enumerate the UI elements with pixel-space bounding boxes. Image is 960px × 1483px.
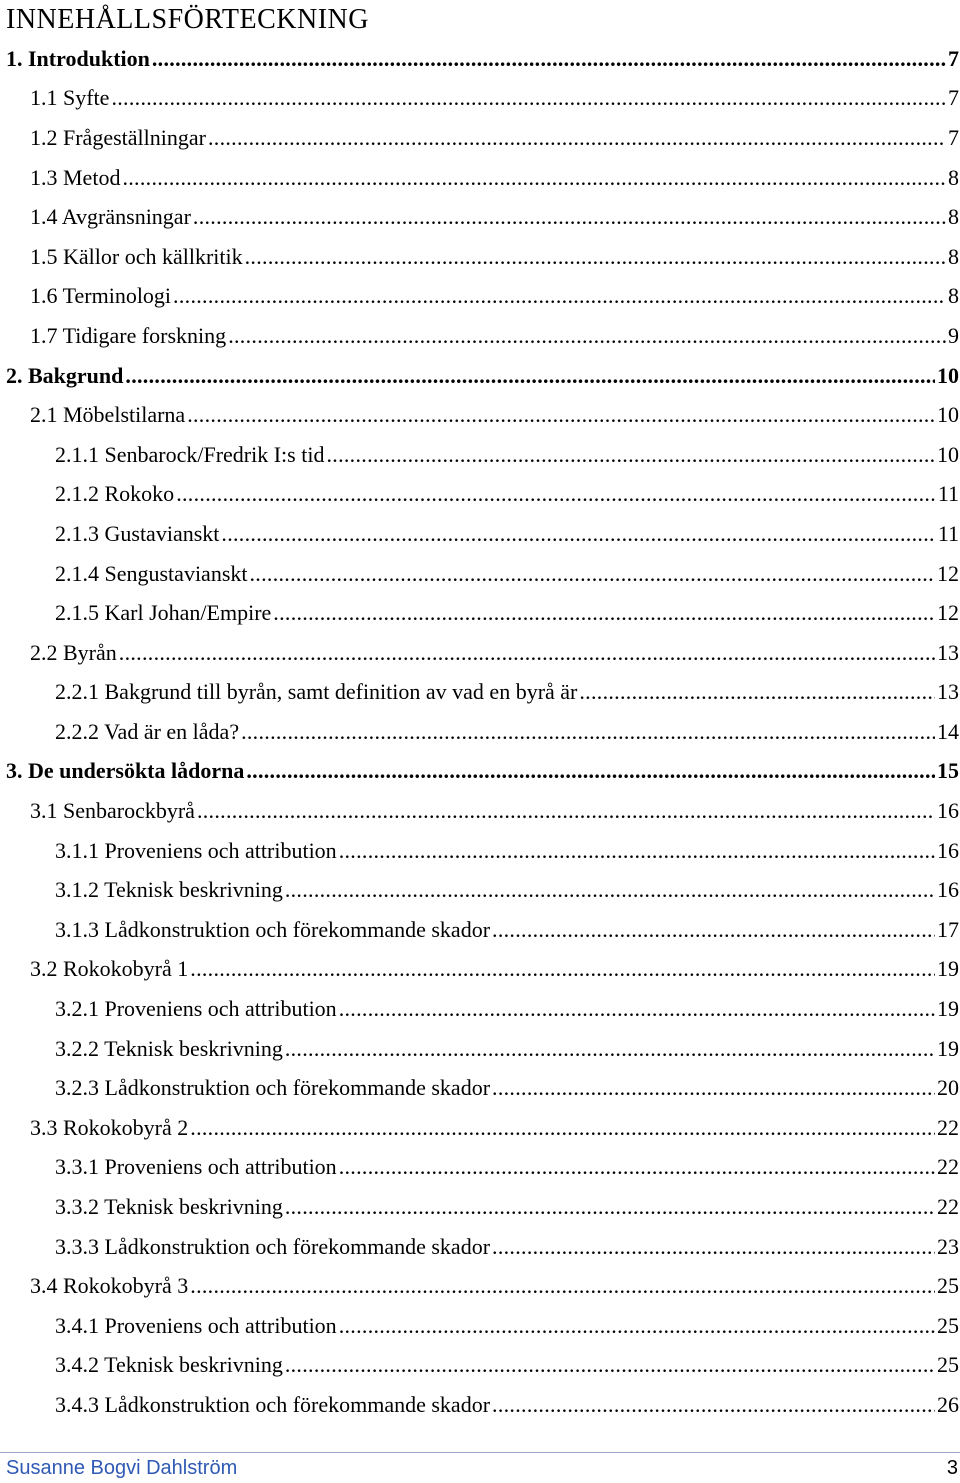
toc-entry[interactable] (0, 1068, 960, 1108)
toc-dot-leader (492, 917, 935, 943)
toc-entry-label: 1.3 Metod (30, 164, 121, 190)
toc-entry[interactable] (0, 197, 960, 237)
toc-dot-leader (228, 323, 946, 349)
toc-entry-label: 3.3 Rokokobyrå 2 (30, 1114, 189, 1140)
toc-entry[interactable] (0, 989, 960, 1029)
toc-entry-page-number: 17 (937, 916, 959, 942)
toc-entry[interactable] (0, 1108, 960, 1148)
toc-list (0, 39, 960, 1425)
toc-entry-label: 1.7 Tidigare forskning (30, 322, 227, 348)
toc-entry-label: 2.1.5 Karl Johan/Empire (55, 600, 272, 626)
toc-entry-page-number: 25 (937, 1273, 959, 1299)
toc-entry-label: 3.2.3 Lådkonstruktion och förekommande skador (55, 1075, 491, 1101)
toc-entry-label: 1.4 Avgränsningar (30, 204, 191, 230)
toc-dot-leader (285, 1036, 935, 1062)
toc-entry-page-number: 22 (937, 1154, 959, 1180)
toc-dot-leader (273, 600, 935, 626)
toc-entry[interactable] (0, 1227, 960, 1267)
toc-entry-page-number: 11 (937, 520, 959, 546)
toc-entry-page-number: 8 (948, 283, 959, 309)
toc-entry-label: 1.6 Terminologi (30, 283, 172, 309)
toc-entry-label: 1.2 Frågeställningar (30, 124, 206, 150)
toc-entry-label: 3.1 Senbarockbyrå (30, 798, 195, 824)
toc-entry-page-number: 9 (948, 322, 959, 348)
toc-dot-leader (197, 798, 935, 824)
toc-entry[interactable] (0, 831, 960, 871)
toc-entry-page-number: 22 (937, 1194, 959, 1220)
toc-dot-leader (193, 204, 946, 230)
toc-entry[interactable] (0, 316, 960, 356)
toc-entry-page-number: 19 (937, 1035, 959, 1061)
toc-dot-leader (326, 442, 935, 468)
toc-entry-page-number: 16 (937, 837, 959, 863)
toc-dot-leader (285, 877, 935, 903)
toc-entry-page-number: 26 (937, 1391, 959, 1417)
page-footer (0, 1452, 960, 1483)
toc-dot-leader (579, 679, 935, 705)
toc-entry-label: 3.4.2 Teknisk beskrivning (55, 1352, 283, 1378)
toc-dot-leader (250, 561, 936, 587)
toc-entry-label: 2. Bakgrund (6, 362, 124, 388)
toc-dot-leader (119, 640, 935, 666)
toc-entry[interactable] (0, 277, 960, 317)
toc-dot-leader (190, 956, 935, 982)
toc-entry-page-number: 12 (937, 560, 959, 586)
toc-entry-page-number: 25 (937, 1352, 959, 1378)
toc-entry-page-number: 15 (937, 758, 959, 784)
toc-entry-label: 3.1.3 Lådkonstruktion och förekommande skador (55, 916, 491, 942)
toc-entry-label: 2.1.3 Gustavianskt (55, 520, 220, 546)
toc-entry-page-number: 16 (937, 798, 959, 824)
toc-entry[interactable] (0, 237, 960, 277)
toc-dot-leader (339, 1313, 935, 1339)
toc-dot-leader (208, 125, 946, 151)
toc-dot-leader (152, 46, 946, 72)
toc-entry-page-number: 11 (937, 481, 959, 507)
toc-entry-page-number: 13 (937, 639, 959, 665)
toc-entry-page-number: 7 (948, 85, 959, 111)
toc-entry[interactable] (0, 1187, 960, 1227)
toc-entry[interactable] (0, 1346, 960, 1386)
toc-entry-label: 3.3.1 Proveniens och attribution (55, 1154, 337, 1180)
toc-entry-page-number: 10 (937, 441, 959, 467)
toc-entry[interactable] (0, 791, 960, 831)
toc-entry-label: 3.2.2 Teknisk beskrivning (55, 1035, 283, 1061)
toc-entry[interactable] (0, 1306, 960, 1346)
toc-entry[interactable] (0, 752, 960, 792)
toc-entry-page-number: 19 (937, 996, 959, 1022)
toc-entry[interactable] (0, 356, 960, 396)
toc-entry-page-number: 25 (937, 1312, 959, 1338)
toc-dot-leader (339, 996, 935, 1022)
toc-entry-label: 3.1.2 Teknisk beskrivning (55, 877, 283, 903)
footer-page-number: 3 (946, 1457, 958, 1479)
toc-entry[interactable] (0, 950, 960, 990)
toc-entry-page-number: 22 (937, 1114, 959, 1140)
toc-dot-leader (190, 1273, 935, 1299)
toc-entry-page-number: 7 (948, 45, 959, 71)
toc-entry-label: 2.1 Möbelstilarna (30, 402, 186, 428)
toc-entry-label: 2.1.1 Senbarock/Fredrik I:s tid (55, 441, 325, 467)
toc-entry-label: 2.2.2 Vad är en låda? (55, 718, 240, 744)
toc-dot-leader (125, 363, 935, 389)
toc-dot-leader (122, 165, 946, 191)
toc-dot-leader (339, 838, 935, 864)
toc-entry[interactable] (0, 158, 960, 198)
toc-entry-label: 3.4.3 Lådkonstruktion och förekommande skador (55, 1391, 491, 1417)
toc-dot-leader (285, 1194, 935, 1220)
toc-entry-page-number: 19 (937, 956, 959, 982)
toc-title: INNEHÅLLSFÖRTECKNING (6, 4, 369, 35)
toc-entry[interactable] (0, 435, 960, 475)
toc-entry-page-number: 16 (937, 877, 959, 903)
toc-dot-leader (187, 402, 935, 428)
toc-entry-label: 1. Introduktion (6, 45, 150, 71)
toc-entry[interactable] (0, 514, 960, 554)
toc-entry-page-number: 8 (948, 243, 959, 269)
toc-entry-label: 3.2 Rokokobyrå 1 (30, 956, 189, 982)
toc-dot-leader (221, 521, 935, 547)
toc-entry[interactable] (0, 673, 960, 713)
toc-dot-leader (241, 719, 935, 745)
toc-dot-leader (245, 244, 946, 270)
toc-entry-label: 3.2.1 Proveniens och attribution (55, 996, 337, 1022)
toc-entry[interactable] (0, 475, 960, 515)
toc-entry-label: 1.1 Syfte (30, 85, 110, 111)
toc-dot-leader (492, 1392, 935, 1418)
toc-entry[interactable] (0, 633, 960, 673)
toc-dot-leader (176, 481, 936, 507)
toc-entry-page-number: 13 (937, 679, 959, 705)
toc-entry-label: 3.4.1 Proveniens och attribution (55, 1312, 337, 1338)
toc-dot-leader (246, 758, 935, 784)
toc-entry-label: 2.2.1 Bakgrund till byrån, samt definition av vad en byrå är (55, 679, 578, 705)
toc-entry[interactable] (0, 79, 960, 119)
toc-entry-label: 3.3.3 Lådkonstruktion och förekommande skador (55, 1233, 491, 1259)
toc-dot-leader (339, 1154, 935, 1180)
footer-author: Susanne Bogvi Dahlström (6, 1457, 238, 1479)
toc-entry-label: 1.5 Källor och källkritik (30, 243, 243, 269)
toc-dot-leader (111, 85, 946, 111)
toc-entry-page-number: 10 (937, 402, 959, 428)
toc-entry-label: 3.3.2 Teknisk beskrivning (55, 1194, 283, 1220)
toc-entry-label: 3.1.1 Proveniens och attribution (55, 837, 337, 863)
toc-dot-leader (492, 1075, 935, 1101)
toc-entry[interactable] (0, 593, 960, 633)
toc-entry[interactable] (0, 395, 960, 435)
toc-dot-leader (492, 1234, 935, 1260)
toc-entry[interactable] (0, 870, 960, 910)
toc-entry-page-number: 23 (937, 1233, 959, 1259)
toc-entry-page-number: 8 (948, 204, 959, 230)
toc-entry-page-number: 12 (937, 600, 959, 626)
toc-entry[interactable] (0, 1148, 960, 1188)
toc-entry-label: 2.1.4 Sengustavianskt (55, 560, 248, 586)
toc-entry-label: 3.4 Rokokobyrå 3 (30, 1273, 189, 1299)
toc-entry[interactable] (0, 39, 960, 79)
toc-entry-label: 2.1.2 Rokoko (55, 481, 175, 507)
toc-dot-leader (173, 283, 946, 309)
toc-entry[interactable] (0, 1029, 960, 1069)
toc-entry-label: 2.2 Byrån (30, 639, 117, 665)
toc-entry-label: 3. De undersökta lådorna (6, 758, 245, 784)
toc-entry[interactable] (0, 1266, 960, 1306)
toc-entry-page-number: 8 (948, 164, 959, 190)
toc-entry[interactable] (0, 1385, 960, 1425)
toc-entry[interactable] (0, 910, 960, 950)
toc-entry-page-number: 14 (937, 718, 959, 744)
toc-entry-page-number: 10 (937, 362, 959, 388)
toc-dot-leader (190, 1115, 935, 1141)
toc-dot-leader (285, 1352, 935, 1378)
toc-entry-page-number: 7 (948, 124, 959, 150)
toc-entry[interactable] (0, 712, 960, 752)
toc-entry[interactable] (0, 554, 960, 594)
toc-entry[interactable] (0, 118, 960, 158)
toc-entry-page-number: 20 (937, 1075, 959, 1101)
